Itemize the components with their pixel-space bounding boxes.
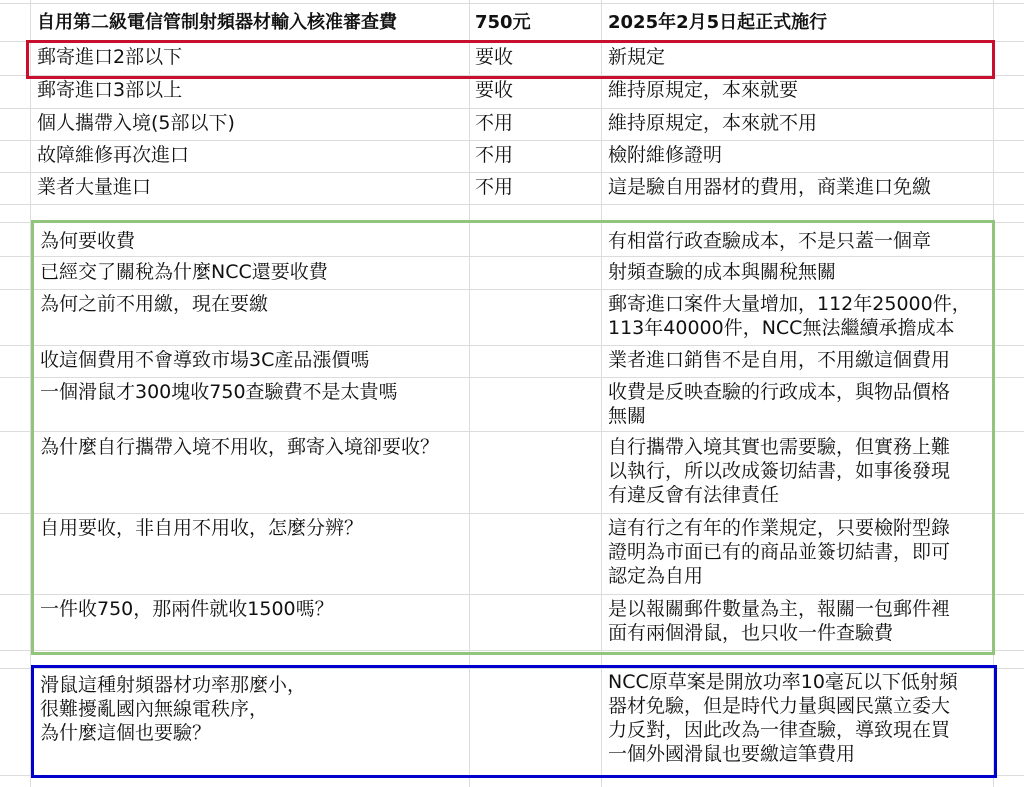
rule-note-cell[interactable]: 檢附維修證明 xyxy=(608,144,723,166)
rule-charge-cell[interactable]: 要收 xyxy=(475,46,514,68)
faq-question-cell[interactable]: 自用要收，非自用不用收，怎麼分辨？ xyxy=(40,517,364,539)
row-gridline xyxy=(0,775,1024,776)
header-effective-cell[interactable]: 2025年2月5日起正式施行 xyxy=(608,12,828,33)
faq-answer-cell[interactable]: 收費是反映查驗的行政成本，與物品價格 無關 xyxy=(608,381,951,427)
faq-question-cell[interactable]: 一個滑鼠才300塊收750查驗費不是太貴嗎 xyxy=(40,381,398,403)
header-item-cell[interactable]: 自用第二級電信管制射頻器材輸入核准審查費 xyxy=(37,12,397,33)
faq-answer-cell[interactable]: 自行攜帶入境其實也需要驗，但實務上難 以執行，所以改成簽切結書，如事後發現 有違反會有法律責任 xyxy=(608,436,951,506)
row-gridline xyxy=(0,222,1024,223)
row-gridline xyxy=(0,256,1024,257)
row-gridline xyxy=(0,650,1024,651)
row-gridline xyxy=(0,172,1024,173)
row-gridline xyxy=(0,668,1024,669)
row-gridline xyxy=(0,204,1024,205)
rule-charge-cell[interactable]: 不用 xyxy=(475,112,514,134)
row-gridline xyxy=(0,289,1024,290)
rule-note-cell[interactable]: 維持原規定，本來就不用 xyxy=(608,112,818,134)
faq-answer-cell[interactable]: 是以報關郵件數量為主，報關一包郵件裡 面有兩個滑鼠，也只收一件查驗費 xyxy=(608,598,951,644)
row-gridline xyxy=(0,140,1024,141)
faq-question-cell[interactable]: 為何要收費 xyxy=(40,230,136,252)
row-gridline xyxy=(0,431,1024,432)
rule-case-cell[interactable]: 業者大量進口 xyxy=(37,176,152,198)
row-gridline xyxy=(0,594,1024,595)
faq-question-cell[interactable]: 一件收750，那兩件就收1500嗎？ xyxy=(40,598,334,620)
special-answer-cell[interactable]: NCC原草案是開放功率10毫瓦以下低射頻 器材免驗，但是時代力量與國民黨立委大 力反對，因此改為一律查驗，導致現在買 一個外國滑鼠也要繳這筆費用 xyxy=(608,671,958,765)
rule-note-cell[interactable]: 這是驗自用器材的費用，商業進口免繳 xyxy=(608,176,932,198)
row-gridline xyxy=(0,513,1024,514)
row-gridline xyxy=(0,3,1024,4)
rule-case-cell[interactable]: 郵寄進口2部以下 xyxy=(37,46,183,68)
row-gridline xyxy=(0,41,1024,42)
rule-case-cell[interactable]: 郵寄進口3部以上 xyxy=(37,79,183,101)
row-gridline xyxy=(0,345,1024,346)
faq-question-cell[interactable]: 為什麼自行攜帶入境不用收，郵寄入境卻要收？ xyxy=(40,436,440,458)
rule-charge-cell[interactable]: 要收 xyxy=(475,79,514,101)
faq-answer-cell[interactable]: 業者進口銷售不是自用，不用繳這個費用 xyxy=(608,349,951,371)
faq-answer-cell[interactable]: 這有行之有年的作業規定，只要檢附型錄 證明為市面已有的商品並簽切結書，即可 認定為自用 xyxy=(608,517,951,587)
row-gridline xyxy=(0,377,1024,378)
faq-question-cell[interactable]: 收這個費用不會導致市場3C產品漲價嗎 xyxy=(40,349,370,371)
rule-charge-cell[interactable]: 不用 xyxy=(475,144,514,166)
rule-note-cell[interactable]: 維持原規定，本來就要 xyxy=(608,79,799,101)
faq-question-cell[interactable]: 為何之前不用繳，現在要繳 xyxy=(40,293,269,315)
faq-question-cell[interactable]: 已經交了關稅為什麼NCC還要收費 xyxy=(40,261,328,283)
special-question-cell[interactable]: 滑鼠這種射頻器材功率那麼小， 很難擾亂國內無線電秩序， 為什麼這個也要驗？ xyxy=(40,674,307,744)
row-gridline xyxy=(0,108,1024,109)
rule-case-cell[interactable]: 故障維修再次進口 xyxy=(37,144,190,166)
row-gridline xyxy=(0,75,1024,76)
header-fee-cell[interactable]: 750元 xyxy=(475,12,531,33)
rule-note-cell[interactable]: 新規定 xyxy=(608,46,666,68)
rule-case-cell[interactable]: 個人攜帶入境(5部以下) xyxy=(37,112,235,134)
faq-answer-cell[interactable]: 射頻查驗的成本與關稅無關 xyxy=(608,261,837,283)
rule-charge-cell[interactable]: 不用 xyxy=(475,176,514,198)
faq-answer-cell[interactable]: 郵寄進口案件大量增加，112年25000件， 113年40000件，NCC無法繼續承擔成本 xyxy=(608,293,971,339)
faq-answer-cell[interactable]: 有相當行政查驗成本，不是只蓋一個章 xyxy=(608,230,932,252)
